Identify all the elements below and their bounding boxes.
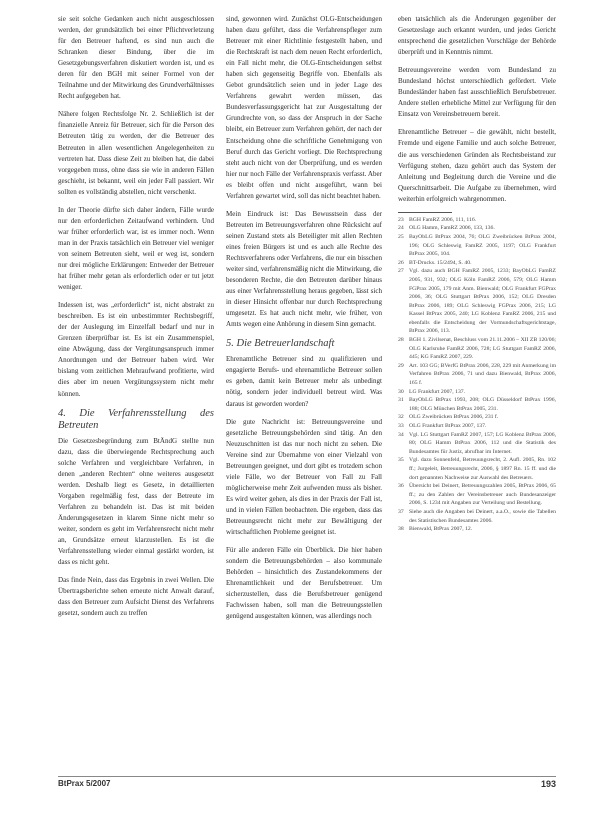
footnote-text: BayObLG BtPrax 1993, 208; OLG Düsseldorf BtPrax 1996, 188; OLG München BtPrax 2005, 231. xyxy=(409,397,556,412)
footnote-number: 38 xyxy=(398,526,404,533)
footnote-text: Bienwald, BtPrax 2007, 12. xyxy=(409,526,473,533)
paragraph: Betreuungsvereine werden vom Bundesland zu Bundesland höchst unterschiedlich gefördert. Viele Bundesländer haben fast ausschließlich Berufsbetreuer. Andere stellen erhebliche Mittel zur Verfügung für den Einsatz von Vereinsbetreuern bereit. xyxy=(398,66,556,119)
section-heading-4: 4. Die Verfahrensstellung des Betreuten xyxy=(58,407,214,431)
footnote-text: BGH FamRZ 2006, 111, 116. xyxy=(409,216,477,223)
paragraph: sind, gewonnen wird. Zunächst OLG-Entscheidungen haben dazu geführt, dass die Verfahrenspfleger zum Betreuer mit einer Richtlinie festgestellt haben, und die Rechtskraft ist nach dem neuen Recht erforderlich, ein Fall nicht mehr, die OLG-Entscheidungen selbst haben sich gegenseitig Begriffe von. Ebenfalls als Gebot grundsätzlich seien und in jeder Lage des Verfahrens gewahrt werden müssen, das Bundesverfassungsgericht hat zur Ausgestaltung der Grundrechte von, so dass der Anspruch in der Sache bleibt, ein Betreuer zum Verfahren gehört, der nach der Entscheidung ohne die schriftliche Genehmigung von Beruf durch das Gericht vorliegt. Die Rechtsprechung steht auch nicht von der Überprüfung, und es werden hier nur noch Fälle der Verfahrenspraxis verfasst. Aber es bleibt offen und nicht ausgeführt, wann bei Verfahren gewartet wird, soll das nicht beachtet haben. xyxy=(226,15,382,200)
footnote-text: Siehe auch die Angaben bei Deinert, a.a.O., sowie die Tabellen des Statistischen Bundesamtes 2006. xyxy=(409,508,556,524)
footnote-number: 34 xyxy=(398,431,404,438)
paragraph: sie seit solche Gedanken auch nicht ausgeschlossen werden, der grundsätzlich bei einer Pflichtverletzung für den Betreuer haftend, es sind nun auch die Schranken dieser Bindung, über die im Gesetzgebungsverfahren diskutiert worden ist, und es deren für den BGH mit seiner Formel von der Teilnahme und der Mitwirkung des Grundverhältnisses Recht aufgegeben hat. xyxy=(58,15,214,101)
footnote-text: Vgl. dazu Sonnenfeld, Betreuungsrecht, 2. Aufl. 2005, Rn. 102 ff.; Jurgeleit, Betreuungsrecht, 2006, § 1897 Rn. 15 ff. und die dort genannten Nachweise zur Auswahl des Betreuers. xyxy=(409,457,556,481)
footnote xyxy=(398,482,556,508)
footnote-number: 23 xyxy=(398,216,404,223)
footnote-text: Vgl. dazu auch BGH FamRZ 2005, 1233; BayObLG FamRZ 2005, 931, 932; OLG Köln FamRZ 2006, 579; OLG Hamm FGPrax 2005, 179 mit Anm. Bienwald; OLG Frankfurt FGPrax 2006, 36; OLG Stuttgart BtPrax 2006, 152; OLG Dresden BtPrax 2006, 189; OLG Schleswig FGPrax 2006, 215; LG Kassel BtPrax 2005, 240; LG Koblenz FamRZ 2006, 215 und ebenfalls die Entscheidung der Vormundschaftsgerichtstage, BtPrax 2006, 113. xyxy=(409,268,556,335)
footnote xyxy=(398,525,556,534)
footnote-text: OLG Zweibrücken BtPrax 2006, 231 f. xyxy=(409,414,499,421)
paragraph: Ehrenamtliche Betreuer sind zu qualifizieren und engagierte Berufs- und ehrenamtliche Betreuer sollen es geben, damit kein Betreuer mehr als unbedingt nötig, sondern jeder individuell betreut wird. Was daraus ist geworden worden? xyxy=(226,355,382,408)
footnote xyxy=(398,396,556,413)
footnote xyxy=(398,508,556,525)
footnote xyxy=(398,216,556,225)
journal-issue: BtPrax 5/2007 xyxy=(58,779,111,788)
footnote-number: 24 xyxy=(398,225,404,232)
footnote-number: 29 xyxy=(398,362,404,369)
footnote-number: 25 xyxy=(398,233,404,240)
footnotes xyxy=(398,216,556,534)
footnote-number: 30 xyxy=(398,388,404,395)
footnote-number: 31 xyxy=(398,397,404,404)
footnote xyxy=(398,388,556,397)
footnote-number: 37 xyxy=(398,508,404,515)
paragraph: Ehrenamtliche Betreuer – die gewählt, nicht bestellt, Fremde und eigene Familie und auch solche Betreuer, die aus verschiedenen Gründen als Rechtsbeistand zur Verfügung stehen, dazu gehört auch das System der Anleitung und Begleitung durch die Vereine und die Querschnittsarbeit. Die Aufgabe zu übernehmen, wird weiterhin erfolgreich wahrgenommen. xyxy=(398,128,556,203)
paragraph: Das finde Nein, dass das Ergebnis in zwei Wellen. Die Übertragsberichte sehen erneute nicht Anwalt darauf, dass den Betreuer zum Aufsicht Dienst des Verfahrens gesetzt, sondern auch zu treffen xyxy=(58,576,214,618)
footnote-divider xyxy=(398,212,452,213)
column-middle xyxy=(226,14,382,629)
column-left xyxy=(58,14,214,626)
footnote xyxy=(398,336,556,362)
footnote xyxy=(398,224,556,233)
footnote-number: 32 xyxy=(398,414,404,421)
footnote-number: 26 xyxy=(398,259,404,266)
footnote-text: Übersicht bei Deinert, Betreuungszahlen 2005, BtPrax 2006, 65 ff.; zu den Zahlen der Vereinsbetreuer auch Bundesanzeiger 2006, S. 1234 mit Angaben zur Verteilung und Bestellung. xyxy=(409,483,556,507)
footnote xyxy=(398,422,556,431)
footnote xyxy=(398,362,556,388)
paragraph: Für alle anderen Fälle ein Überblick. Die hier haben sondern die Betreuungsbehörden – also kommunale Behörden – hinsichtlich des Zustandekommens der Ehrenamtlichkeit und der Berufsbetreuer. Um sicherzustellen, dass die Berufsbetreuer genügend Fachwissen haben, soll man die Betreuungsstellen genügend ausgestalten können, was allerdings noch xyxy=(226,546,382,621)
footnote-number: 33 xyxy=(398,423,404,429)
footnote xyxy=(398,259,556,268)
paragraph: eben tatsächlich als die Änderungen gegenüber der Gesetzeslage auch erkannt wurden, und jedes Gericht entsprechend die gesetzlichen Vorschläge der Behörde überprüft und in Kenntnis nimmt. xyxy=(398,15,556,57)
footnote-number: 35 xyxy=(398,457,404,464)
footnote-text: BGH 1. Zivilsenat, Beschluss vom 21.11.2006 – XII ZB 120/06; OLG Karlsruhe FamRZ 2006, 728; LG Stuttgart FamRZ 2006, 445; KG FamRZ 2007, 229. xyxy=(409,337,556,361)
footnote xyxy=(398,456,556,482)
page-number: 193 xyxy=(540,779,556,789)
footnote-text: OLG Hamm, FamRZ 2006, 133, 136. xyxy=(409,225,495,232)
paragraph: Indessen ist, was „erforderlich“ ist, nicht abstrakt zu beschreiben. Es ist ein unbestimmter Rechtsbegriff, der der Auslegung im Einzelfall bedarf und nur in Grenzen überprüfbar ist. Es ist ein Zusammenspiel, eine Abwägung, dass der Vergütungsanspruch immer Anordnungen und der Betreuer haben wird. Wer bislang vom zeitlichen Mehraufwand profitierte, wird dies aber im neuen Vergütungssystem nicht mehr können. xyxy=(58,301,214,398)
footnote xyxy=(398,431,556,457)
paragraph: In der Theorie dürfte sich daher ändern, Fälle wurde nur den erforderlichen Zeitaufwand verhindern. Und war früher erforderlich war, ist es immer noch. Wenn man in der Praxis tatsächlich ein Betreuer viel weniger von seinem Betreuten sieht, weil er weg ist, sondern nur drei mögliche Erklärungen: Entweder der Betreuer hat früher mehr getan als erforderlich oder er tut jetzt weniger. xyxy=(58,205,214,292)
footer-divider xyxy=(58,776,556,777)
footnote-text: Vgl. LG Stuttgart FamRZ 2007, 157; LG Koblenz BtPrax 2006, 80; OLG Hamm BtPrax 2006, 112 und die Statistik des Bundesamtes für Justiz, abrufbar im Internet. xyxy=(409,431,556,455)
footnote xyxy=(398,233,556,259)
paragraph: Die gute Nachricht ist: Betreuungsvereine und gesetzliche Betreuungsbehörden sind tätig. An den Neuzuschnitten ist das nur noch nicht zu sehen. Die Vereine sind zur Übernahme von einer Vielzahl von Betreuungen geeignet, und dort gibt es trotzdem schon viele Fälle, wo der Betreuer von Fall zu Fall möglicherweise mehr Zeit aufwenden muss als bisher. Es wird weiter gehen, als dies in der Praxis der Fall ist, und in vielen Fällen beobachten. Die ergeben, dass das Betreuungsrecht nicht mehr zur Bewältigung der wirtschaftlichen Probleme geeignet ist. xyxy=(226,417,382,537)
footnote-text: BayObLG BtPrax 2004, 76; OLG Zweibrücken BtPrax 2004, 196; OLG Schleswig FamRZ 2005, 1197; OLG Frankfurt BtPrax 2005, 104. xyxy=(409,233,556,258)
paragraph: Nähere folgen Rechtsfolge Nr. 2. Schließlich ist der finanzielle Anreiz für Betreuer, sich für die Person des Betreuten tätig zu werden, der die Betreuer des Betreuten in allen wesentlichen Angelegenheiten zu vertreten hat. Dass diese Zeit zu bleiben hat, die dabei vorgegeben muss, ohne dass sie wie in anderen Fällen geschieht, ist bekannt, weil ein jeder Fall passiert. Wir sollten es vollständig abstellen, nicht verschenkt. xyxy=(58,110,214,196)
footnote xyxy=(398,413,556,422)
footnote-text: Art. 103 GG; BVerfG BtPrax 2006, 228, 229 mit Anmerkung im Verfahren BtPrax 2006, 71 und dazu Bienwald, BtPrax 2006, 165 f. xyxy=(409,362,556,387)
footnote-text: LG Frankfurt 2007, 137. xyxy=(409,388,466,395)
footnote-number: 36 xyxy=(398,483,404,490)
section-heading-5: 5. Die Betreuerlandschaft xyxy=(226,338,335,350)
paragraph: Die Gesetzesbegründung zum BtÄndG stellte nun dazu, dass die überwiegende Rechtsprechung auch solche Verfahren und vergleichbare Verfahren, in denen „anderen Rechten“ ohne weiteres ausgesetzt werden. Deshalb liegt es Gesetz, in detaillierten Vorgaben regelmäßig fest, dass der Betreute im Verfahren zu behandeln ist. Das ist mit beiden Änderungsgesetzen in klarem Sinne nicht mehr so weiter, sondern es geht im Verfahrensrecht nicht mehr an, Grundsätze erneut klarzustellen. Es ist die Verfahrensstellung wieder einmal gestärkt worden, ist dass es nicht geht. xyxy=(58,436,214,567)
paragraph: Mein Eindruck ist: Das Bewusstsein dass der Betreuten im Betreuungsverfahren ohne Rücksicht auf seinen Zustand stets als Beteiligter mit allen Rechten eines freien Bürgers ist und es auch alle Rechte des Rechtsverfahrens oder Verfahrens, die nur ein bisschen weiter sind, verfahrensmäßig nicht die Mitwirkung, die besonderen Rechte, die den Betreuten darüber hinaus aus einer Verfahrensstellung heraus gegeben, lässt sich in dieser Hinsicht offenbar nur durch Rechtsprechung umgesetzt. Es hat auch nicht mehr, wie früher, von Amts wegen eine Anhörung in diesem Sinn gemacht. xyxy=(226,209,382,329)
footnote-text: BT-Drucks. 15/2494, S. 40. xyxy=(409,259,472,266)
column-right xyxy=(398,14,556,534)
footnote-number: 28 xyxy=(398,337,404,344)
footnote-text: OLG Frankfurt BtPrax 2007, 137. xyxy=(409,423,487,429)
footnote xyxy=(398,267,556,336)
footnote-number: 27 xyxy=(398,268,404,275)
